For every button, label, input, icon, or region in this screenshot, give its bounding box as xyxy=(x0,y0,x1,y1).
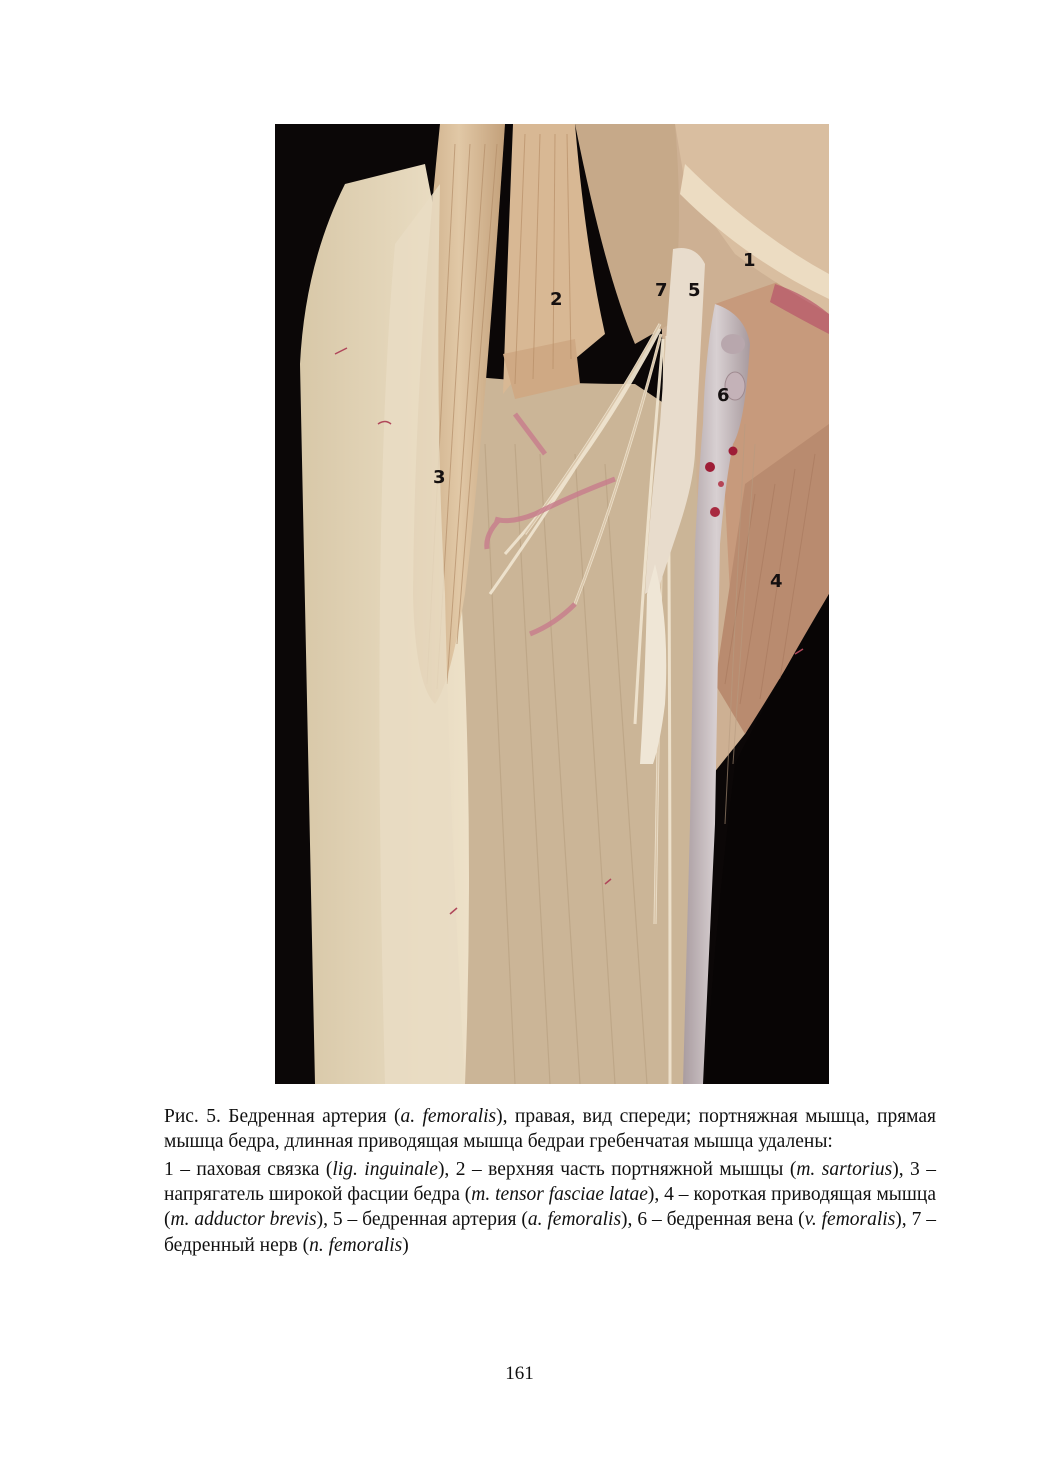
anatomy-photo xyxy=(275,124,829,1084)
label-7: 7 xyxy=(655,280,668,301)
figure-caption xyxy=(164,1104,936,1258)
caption-legend: 1 – паховая связка (lig. inguinale), 2 – верхняя часть портняжной мышцы (m. sartorius), 3 – напрягатель широкой фасции бедра (m. tensor fasciae latae), 4 – короткая приводящая мышца (m. adductor brevis), 5 – бедренная артерия (a. femoralis), 6 – бедренная вена (v. femoralis), 7 – бедренный нерв (n. femoralis) xyxy=(164,1158,936,1256)
label-2: 2 xyxy=(550,289,563,310)
label-1: 1 xyxy=(743,250,756,271)
label-5: 5 xyxy=(688,280,701,301)
label-3: 3 xyxy=(433,467,446,488)
label-6: 6 xyxy=(717,385,730,406)
caption-title: Рис. 5. Бедренная артерия (a. femoralis), правая, вид спереди; портняжная мышца, прямая мышца бедра, длинная приводящая мышца бедраи гребенчатая мышца удалены: xyxy=(164,1106,937,1153)
page-number: 161 xyxy=(505,1363,534,1384)
label-4: 4 xyxy=(770,571,783,592)
